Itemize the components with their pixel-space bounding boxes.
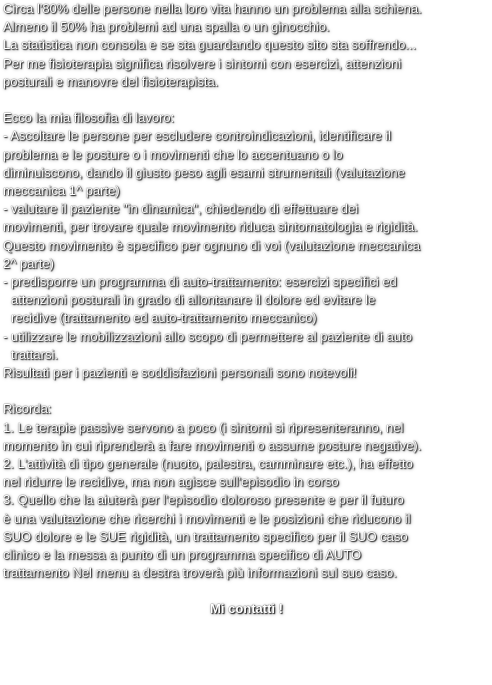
remember-line: è una valutazione che ricerchi i movimenti e le posizioni che riducono il — [3, 510, 411, 526]
remember-section — [3, 400, 490, 582]
philosophy-line: trattarsi. — [11, 346, 58, 362]
philosophy-section — [3, 109, 490, 382]
philosophy-line: 2^ parte) — [3, 255, 54, 271]
intro-section — [3, 0, 490, 91]
philosophy-line: movimenti, per trovare quale movimento riduca sintomatologia e rigidità. — [3, 219, 418, 235]
philosophy-line: - Ascoltare le persone per escludere controindicazioni, identificare il — [3, 128, 392, 144]
remember-line: SUO dolore e le SUE rigidità, un trattamento specifico per il SUO caso — [3, 528, 408, 544]
paragraph-gap — [3, 382, 490, 400]
philosophy-line: meccanica 1^ parte) — [3, 183, 120, 199]
philosophy-line: diminuiscono, dando il giusto peso agli esami strumentali (valutazione — [3, 164, 405, 180]
philosophy-line: Questo movimento è specifico per ognuno di voi (valutazione meccanica — [3, 237, 420, 253]
intro-line: posturali e manovre del fisioterapista. — [3, 73, 219, 89]
philosophy-line: - predisporre un programma di auto-trattamento: esercizi specifici ed — [3, 274, 397, 290]
philosophy-heading: Ecco la mia filosofia di lavoro: — [3, 110, 175, 126]
remember-line: clinico e la messa a punto di un programma specifico di AUTO — [3, 547, 362, 563]
philosophy-line: attenzioni posturali in grado di allontanare il dolore ed evitare le — [11, 292, 376, 308]
remember-line: 1. Le terapie passive servono a poco (i sintomi si ripresenteranno, nel — [3, 419, 404, 435]
document-body — [3, 0, 490, 619]
paragraph-gap — [3, 91, 490, 109]
philosophy-line: Risultati per i pazienti e soddisfazioni personali sono notevoli! — [3, 365, 357, 381]
contact-link[interactable]: Mi contatti ! — [210, 601, 283, 617]
philosophy-line: - valutare il paziente "in dinamica", chiedendo di effettuare dei — [3, 201, 359, 217]
philosophy-line: recidive (trattamento ed auto-trattamento meccanico) — [11, 310, 317, 326]
philosophy-line: - utilizzare le mobilizzazioni allo scopo di permettere al paziente di auto — [3, 328, 412, 344]
remember-line: momento in cui riprenderà a fare movimenti o assume posture negative). — [3, 437, 422, 453]
intro-line: Almeno il 50% ha problemi ad una spalla o un ginocchio. — [3, 19, 330, 35]
intro-line: Per me fisioterapia significa risolvere i sintomi con esercizi, attenzioni — [3, 55, 402, 71]
intro-line: Circa l'80% delle persone nella loro vita hanno un problema alla schiena. — [3, 1, 422, 16]
remember-line: nel ridurre le recidive, ma non agisce sull'episodio in corso — [3, 474, 339, 490]
remember-line: trattamento Nel menu a destra troverà più informazioni sul suo caso. — [3, 565, 397, 581]
remember-heading: Ricorda: — [3, 401, 52, 417]
philosophy-line: problema e le posture o i movimenti che lo accentuano o lo — [3, 146, 343, 162]
remember-line: 3. Quello che la aiuterà per l'episodio doloroso presente e per il futuro — [3, 492, 404, 508]
remember-line: 2. L'attività di tipo generale (nuoto, palestra, camminare etc.), ha effetto — [3, 456, 413, 472]
intro-line: La statistica non consola e se sta guardando questo sito sta soffrendo... — [3, 37, 417, 53]
